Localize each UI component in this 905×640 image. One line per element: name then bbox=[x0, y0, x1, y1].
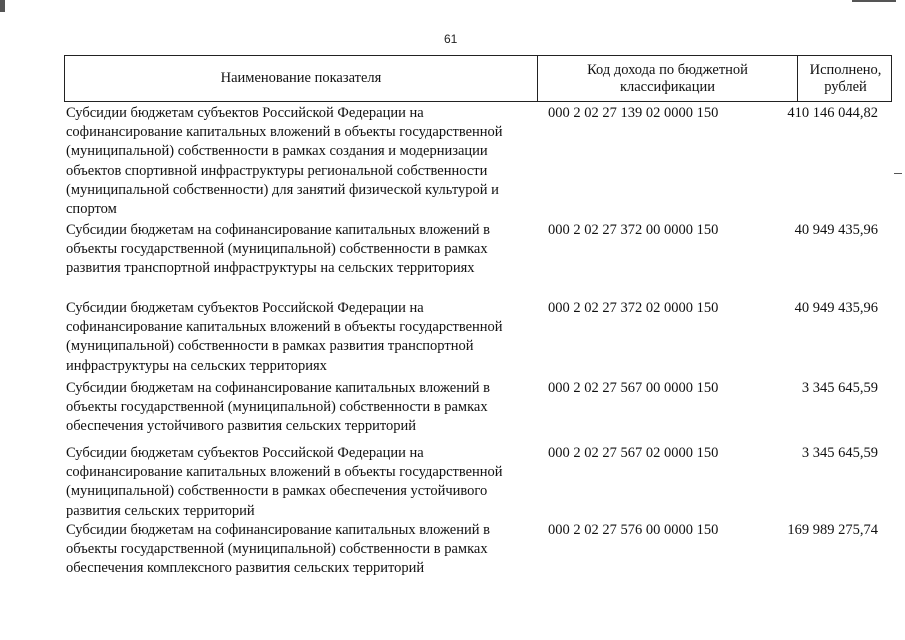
row-name: Субсидии бюджетам на софинансирование капитальных вложений в объекты государственной (муниципальной) собственности в рамках обеспечения устойчивого развития сельских территорий bbox=[66, 380, 490, 435]
row-name: Субсидии бюджетам субъектов Российской Федерации на софинансирование капитальных вложений в объекты государственной (муниципальной) собственности в рамках обеспечения устойчивого развития сельских территорий bbox=[66, 445, 503, 519]
row-sum: 40 949 435,96 bbox=[794, 222, 878, 238]
row-name: Субсидии бюджетам субъектов Российской Федерации на софинансирование капитальных вложений в объекты государственной (муниципальной) собственности в рамках создания и модернизации объектов спортивной инфраструктуры региональной собственности (муниципальной собственности) для занятий физической культурой и спортом bbox=[66, 105, 503, 218]
header-name: Наименование показателя bbox=[65, 56, 538, 101]
row-code: 000 2 02 27 372 00 0000 150 bbox=[548, 222, 719, 238]
page-number: 61 bbox=[444, 32, 458, 46]
row-name: Субсидии бюджетам на софинансирование капитальных вложений в объекты государственной (муниципальной) собственности в рамках развития транспортной инфраструктуры на сельских территориях bbox=[66, 222, 490, 277]
row-name: Субсидии бюджетам на софинансирование капитальных вложений в объекты государственной (муниципальной) собственности в рамках обеспечения комплексного развития сельских территорий bbox=[66, 522, 490, 577]
row-code: 000 2 02 27 576 00 0000 150 bbox=[548, 522, 719, 538]
header-code: Код дохода по бюджетной классификации bbox=[538, 56, 798, 101]
row-code: 000 2 02 27 567 00 0000 150 bbox=[548, 380, 719, 396]
row-code: 000 2 02 27 139 02 0000 150 bbox=[548, 105, 719, 121]
row-code: 000 2 02 27 567 02 0000 150 bbox=[548, 445, 719, 461]
row-sum: 169 989 275,74 bbox=[787, 522, 878, 538]
row-code: 000 2 02 27 372 02 0000 150 bbox=[548, 300, 719, 316]
row-sum: 3 345 645,59 bbox=[801, 380, 878, 396]
header-sum: Исполнено, рублей bbox=[809, 61, 882, 95]
row-name: Субсидии бюджетам субъектов Российской Федерации на софинансирование капитальных вложений в объекты государственной (муниципальной) собственности в рамках развития транспортной инфраструктуры на сельских территориях bbox=[66, 300, 503, 374]
row-sum: 410 146 044,82 bbox=[787, 105, 878, 121]
row-sum: 40 949 435,96 bbox=[794, 300, 878, 316]
row-sum: 3 345 645,59 bbox=[801, 445, 878, 461]
